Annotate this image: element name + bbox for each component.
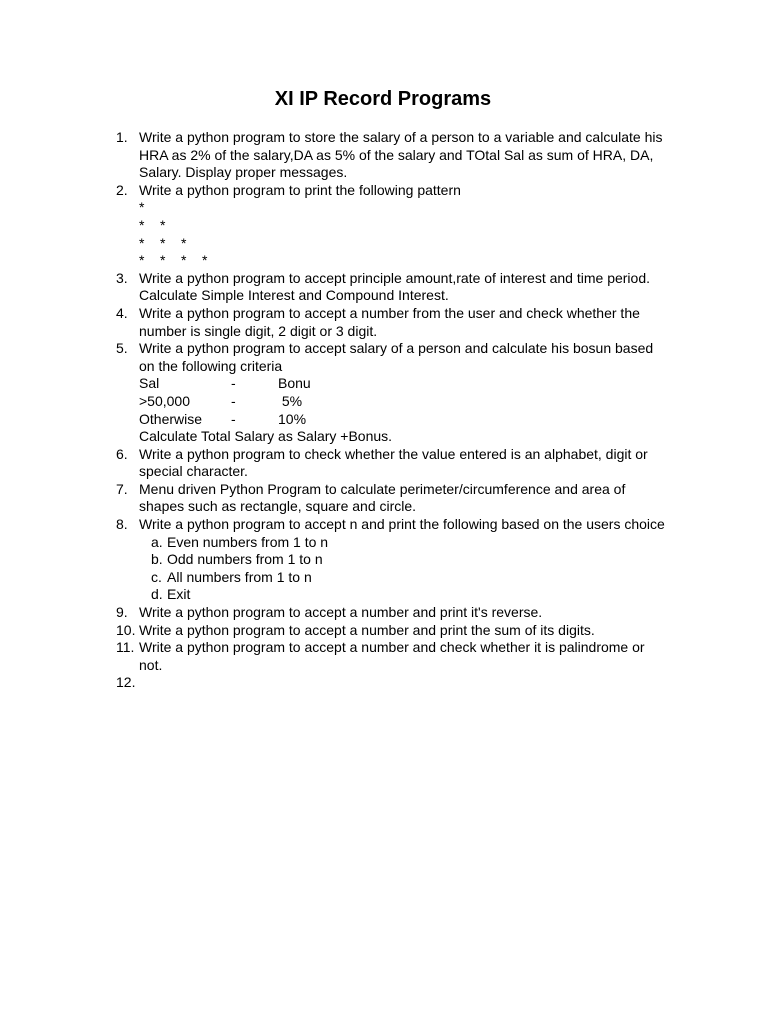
sub-item-text: Odd numbers from 1 to n [167,551,323,568]
sub-list-item [139,569,679,587]
pattern-star: * [139,252,145,269]
pattern-row [139,217,679,235]
list-item [0,182,679,270]
pattern-row [139,199,679,217]
criteria-dash: - [231,375,236,392]
criteria-bonus: 10% [278,410,307,427]
pattern-row [139,252,679,270]
pattern-star: * [160,234,166,251]
item-text: Write a python program to accept salary of a person and calculate his bosun based [139,340,654,357]
criteria-bonus: 5% [278,392,303,409]
item-number: 11. [116,639,135,656]
list-item [0,622,679,640]
list-item [0,446,679,481]
sub-list-item [139,586,679,604]
item-text: Write a python program to accept a number and check whether it is palindrome or [139,639,645,656]
item-text: Write a python program to check whether the value entered is an alphabet, digit or [139,445,648,462]
list-item [0,305,679,340]
list-item [0,129,679,182]
item-number: 6. [116,445,128,462]
pattern-star: * [139,199,145,216]
item-text: special character. [139,463,248,480]
item-number: 1. [116,129,128,145]
criteria-bonus: Bonu [278,375,311,392]
item-number: 12. [116,674,136,691]
sub-item-letter: a. [151,533,163,550]
item-text: Write a python program to accept principle amount,rate of interest and time period. [139,269,651,286]
item-text: Calculate Total Salary as Salary +Bonus. [139,428,393,445]
criteria-row [139,375,679,393]
sub-item-text: Even numbers from 1 to n [167,533,329,550]
sub-list-item [139,551,679,569]
criteria-salary: Otherwise [139,410,203,427]
item-number: 7. [116,480,128,497]
program-list [0,129,768,692]
item-text [139,674,679,692]
pattern-star: * [202,252,208,269]
criteria-salary: >50,000 [139,392,190,409]
item-text: Write a python program to accept n and print the following based on the users choice [139,516,665,533]
list-item [0,270,679,305]
item-text: Menu driven Python Program to calculate perimeter/circumference and area of [139,480,626,497]
sub-item-letter: c. [151,568,162,585]
item-text: Salary. Display proper messages. [139,164,348,181]
item-text: Write a python program to accept a number and print the sum of its digits. [139,621,595,638]
item-number: 2. [116,181,128,198]
criteria-salary: Sal [139,375,160,392]
list-item [0,639,679,674]
item-text: HRA as 2% of the salary,DA as 5% of the salary and TOtal Sal as sum of HRA, DA, [139,146,654,163]
item-number: 3. [116,269,128,286]
item-text: number is single digit, 2 digit or 3 digit. [139,322,378,339]
pattern-star: * [160,252,166,269]
criteria-dash: - [231,410,236,427]
list-item [0,604,679,622]
pattern-star: * [181,252,187,269]
criteria-row [139,393,679,411]
list-item [0,481,679,516]
sub-item-letter: d. [151,586,163,603]
item-text: Write a python program to store the salary of a person to a variable and calculate his [139,129,663,145]
item-number: 4. [116,304,128,321]
pattern-star: * [139,234,145,251]
criteria-row [139,411,679,429]
list-item [0,674,679,692]
list-item [0,340,679,446]
item-text: Calculate Simple Interest and Compound Interest. [139,287,449,304]
item-number: 10. [116,621,136,638]
item-text: shapes such as rectangle, square and circle. [139,498,417,515]
sub-list-item [139,534,679,552]
pattern-star: * [160,216,166,233]
pattern-star: * [139,216,145,233]
item-text: not. [139,656,163,673]
list-item [0,516,679,604]
sub-item-text: All numbers from 1 to n [167,568,312,585]
pattern-star: * [181,234,187,251]
item-number: 8. [116,516,128,533]
item-number: 5. [116,340,128,357]
pattern-row [139,235,679,253]
sub-item-letter: b. [151,551,163,568]
sub-item-text: Exit [167,586,191,603]
item-text: on the following criteria [139,357,283,374]
criteria-dash: - [231,392,236,409]
item-text: Write a python program to accept a number and print it's reverse. [139,604,543,621]
item-text: Write a python program to accept a number from the user and check whether the [139,304,640,321]
item-text: Write a python program to print the following pattern [139,181,461,198]
page-title: XI IP Record Programs [274,88,492,110]
item-number: 9. [116,604,128,621]
